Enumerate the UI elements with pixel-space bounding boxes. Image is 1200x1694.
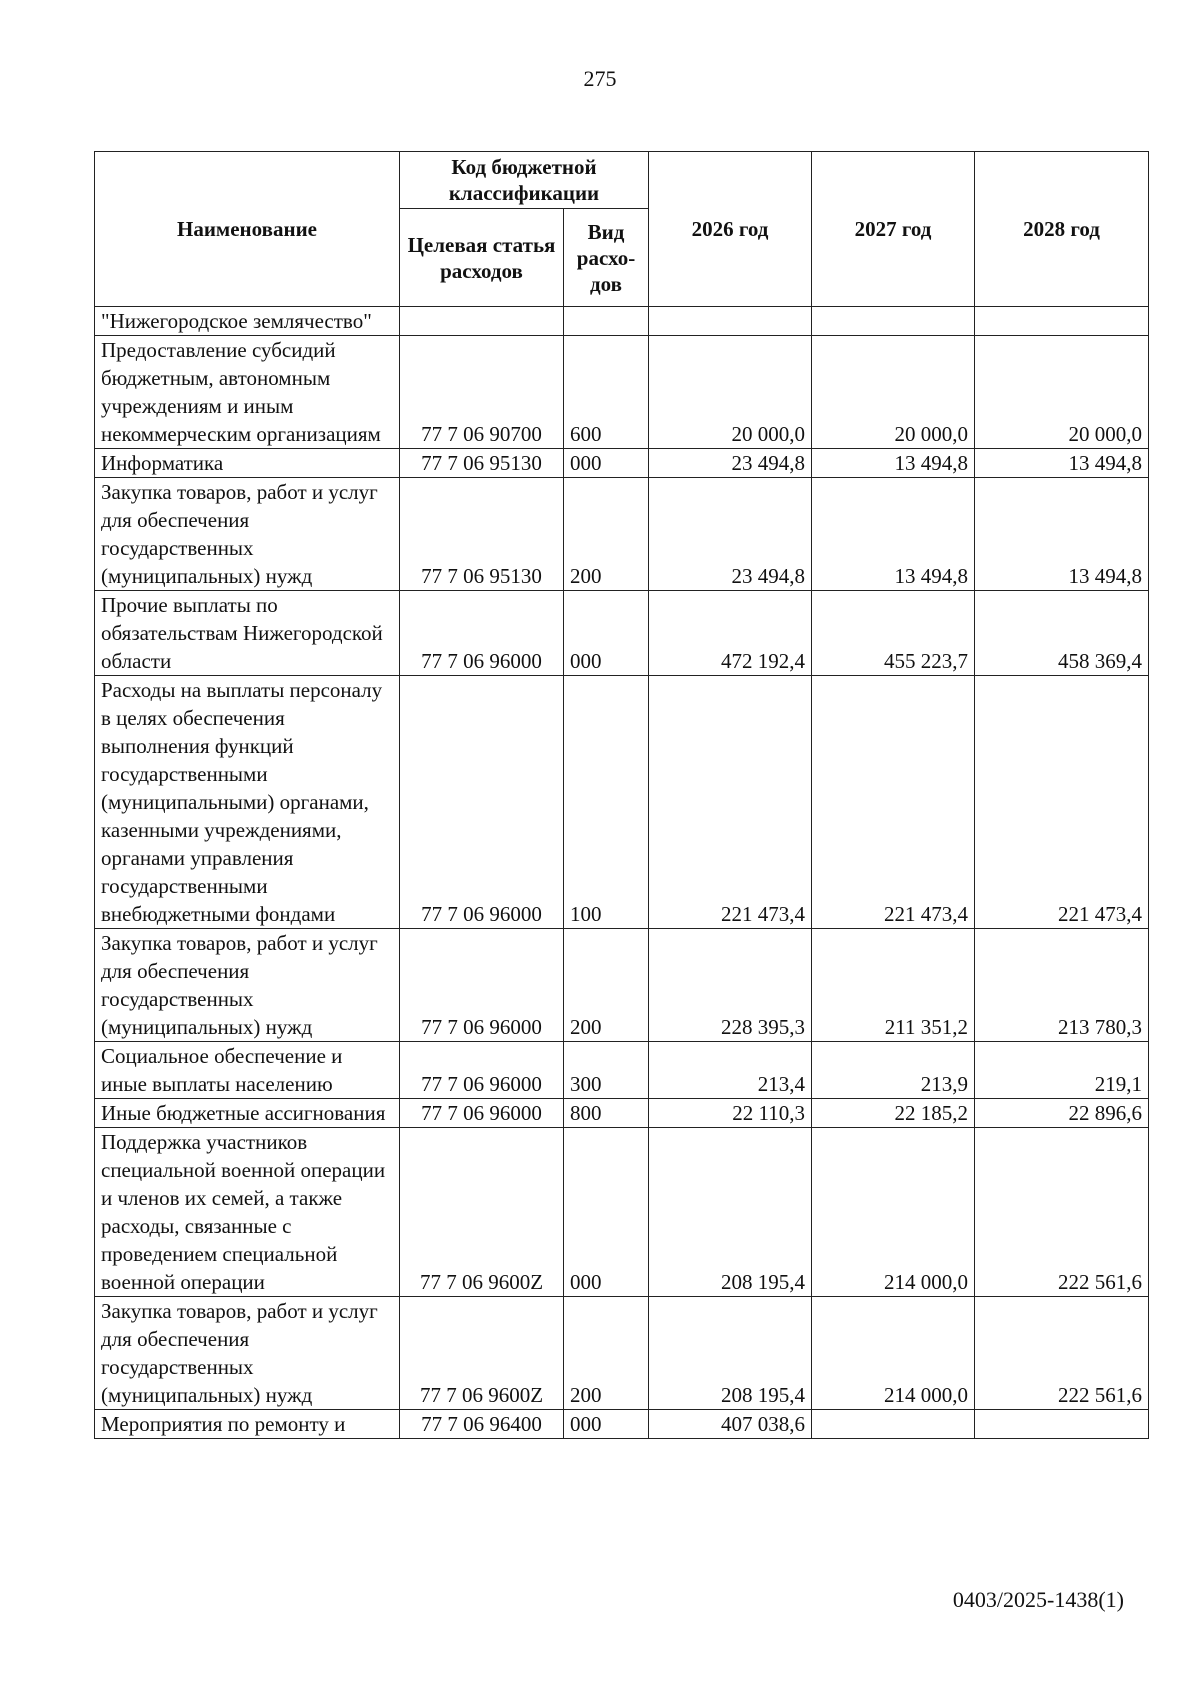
row-kind: 000	[564, 1128, 649, 1297]
row-value-2027: 213,9	[812, 1042, 975, 1099]
table-row	[95, 307, 1149, 336]
row-value-2028	[975, 307, 1149, 336]
table-header	[95, 152, 1149, 307]
table-body	[95, 307, 1149, 1439]
row-kind	[564, 307, 649, 336]
row-code: 77 7 06 9600Z	[400, 1128, 564, 1297]
row-value-2028: 20 000,0	[975, 336, 1149, 449]
table-row	[95, 1042, 1149, 1099]
table-row	[95, 336, 1149, 449]
row-name: Информатика	[95, 449, 400, 478]
row-code: 77 7 06 96000	[400, 1099, 564, 1128]
row-kind: 200	[564, 929, 649, 1042]
row-code: 77 7 06 96000	[400, 1042, 564, 1099]
row-name: Мероприятия по ремонту и	[95, 1410, 400, 1439]
row-value-2026: 208 195,4	[649, 1128, 812, 1297]
row-value-2026: 221 473,4	[649, 676, 812, 929]
table-row	[95, 1410, 1149, 1439]
row-value-2027: 13 494,8	[812, 449, 975, 478]
row-value-2027: 221 473,4	[812, 676, 975, 929]
row-name: Социальное обеспечение и иные выплаты населению	[95, 1042, 400, 1099]
row-name: Расходы на выплаты персоналу в целях обеспечения выполнения функций государственными (муниципальными) органами, казенными учреждениями, органами управления государственными внебюджетными фондами	[95, 676, 400, 929]
row-code	[400, 307, 564, 336]
header-target-article: Целевая статья расходов	[400, 209, 564, 307]
row-name: Закупка товаров, работ и услуг для обеспечения государственных (муниципальных) нужд	[95, 478, 400, 591]
table-row	[95, 1297, 1149, 1410]
row-kind: 800	[564, 1099, 649, 1128]
row-value-2026: 20 000,0	[649, 336, 812, 449]
row-kind: 300	[564, 1042, 649, 1099]
row-value-2027	[812, 307, 975, 336]
row-value-2027: 13 494,8	[812, 478, 975, 591]
row-kind: 200	[564, 1297, 649, 1410]
table-row	[95, 478, 1149, 591]
header-code-group: Код бюджетной классификации	[400, 152, 649, 209]
table-row	[95, 449, 1149, 478]
table-row	[95, 929, 1149, 1042]
row-value-2027: 214 000,0	[812, 1128, 975, 1297]
row-kind: 000	[564, 1410, 649, 1439]
row-code: 77 7 06 90700	[400, 336, 564, 449]
header-year-2028: 2028 год	[975, 152, 1149, 307]
row-value-2028: 222 561,6	[975, 1297, 1149, 1410]
row-kind: 600	[564, 336, 649, 449]
row-value-2028: 219,1	[975, 1042, 1149, 1099]
row-value-2027: 20 000,0	[812, 336, 975, 449]
row-value-2026	[649, 307, 812, 336]
budget-table	[94, 151, 1149, 1439]
row-value-2027: 211 351,2	[812, 929, 975, 1042]
row-value-2026: 407 038,6	[649, 1410, 812, 1439]
row-code: 77 7 06 96000	[400, 929, 564, 1042]
row-value-2028: 13 494,8	[975, 478, 1149, 591]
row-value-2028: 222 561,6	[975, 1128, 1149, 1297]
row-value-2028: 13 494,8	[975, 449, 1149, 478]
header-year-2027: 2027 год	[812, 152, 975, 307]
table-row	[95, 676, 1149, 929]
row-value-2028: 221 473,4	[975, 676, 1149, 929]
table-row	[95, 1128, 1149, 1297]
row-kind: 000	[564, 591, 649, 676]
page-number: 275	[583, 66, 617, 91]
row-value-2027: 455 223,7	[812, 591, 975, 676]
header-name: Наименование	[95, 152, 400, 307]
row-code: 77 7 06 96000	[400, 591, 564, 676]
document-id: 0403/2025-1438(1)	[952, 1587, 1124, 1612]
row-name: Предоставление субсидий бюджетным, автономным учреждениям и иным некоммерческим организациям	[95, 336, 400, 449]
row-value-2027	[812, 1410, 975, 1439]
table-row	[95, 1099, 1149, 1128]
header-expense-kind: Вид расхо-дов	[564, 209, 649, 307]
header-year-2026: 2026 год	[649, 152, 812, 307]
row-name: Поддержка участников специальной военной операции и членов их семей, а также расходы, связанные с проведением специальной военной операции	[95, 1128, 400, 1297]
row-value-2028	[975, 1410, 1149, 1439]
row-code: 77 7 06 95130	[400, 449, 564, 478]
row-value-2026: 23 494,8	[649, 449, 812, 478]
row-name: Прочие выплаты по обязательствам Нижегородской области	[95, 591, 400, 676]
row-kind: 200	[564, 478, 649, 591]
row-kind: 100	[564, 676, 649, 929]
row-value-2028: 213 780,3	[975, 929, 1149, 1042]
row-value-2026: 22 110,3	[649, 1099, 812, 1128]
row-code: 77 7 06 96000	[400, 676, 564, 929]
row-kind: 000	[564, 449, 649, 478]
row-name: "Нижегородское землячество"	[95, 307, 400, 336]
row-value-2026: 228 395,3	[649, 929, 812, 1042]
row-code: 77 7 06 96400	[400, 1410, 564, 1439]
row-name: Закупка товаров, работ и услуг для обеспечения государственных (муниципальных) нужд	[95, 1297, 400, 1410]
row-value-2026: 208 195,4	[649, 1297, 812, 1410]
row-name: Иные бюджетные ассигнования	[95, 1099, 400, 1128]
row-value-2028: 458 369,4	[975, 591, 1149, 676]
row-code: 77 7 06 95130	[400, 478, 564, 591]
row-value-2028: 22 896,6	[975, 1099, 1149, 1128]
row-value-2026: 472 192,4	[649, 591, 812, 676]
table-row	[95, 591, 1149, 676]
row-value-2026: 23 494,8	[649, 478, 812, 591]
row-value-2027: 22 185,2	[812, 1099, 975, 1128]
row-value-2027: 214 000,0	[812, 1297, 975, 1410]
row-code: 77 7 06 9600Z	[400, 1297, 564, 1410]
row-name: Закупка товаров, работ и услуг для обеспечения государственных (муниципальных) нужд	[95, 929, 400, 1042]
row-value-2026: 213,4	[649, 1042, 812, 1099]
